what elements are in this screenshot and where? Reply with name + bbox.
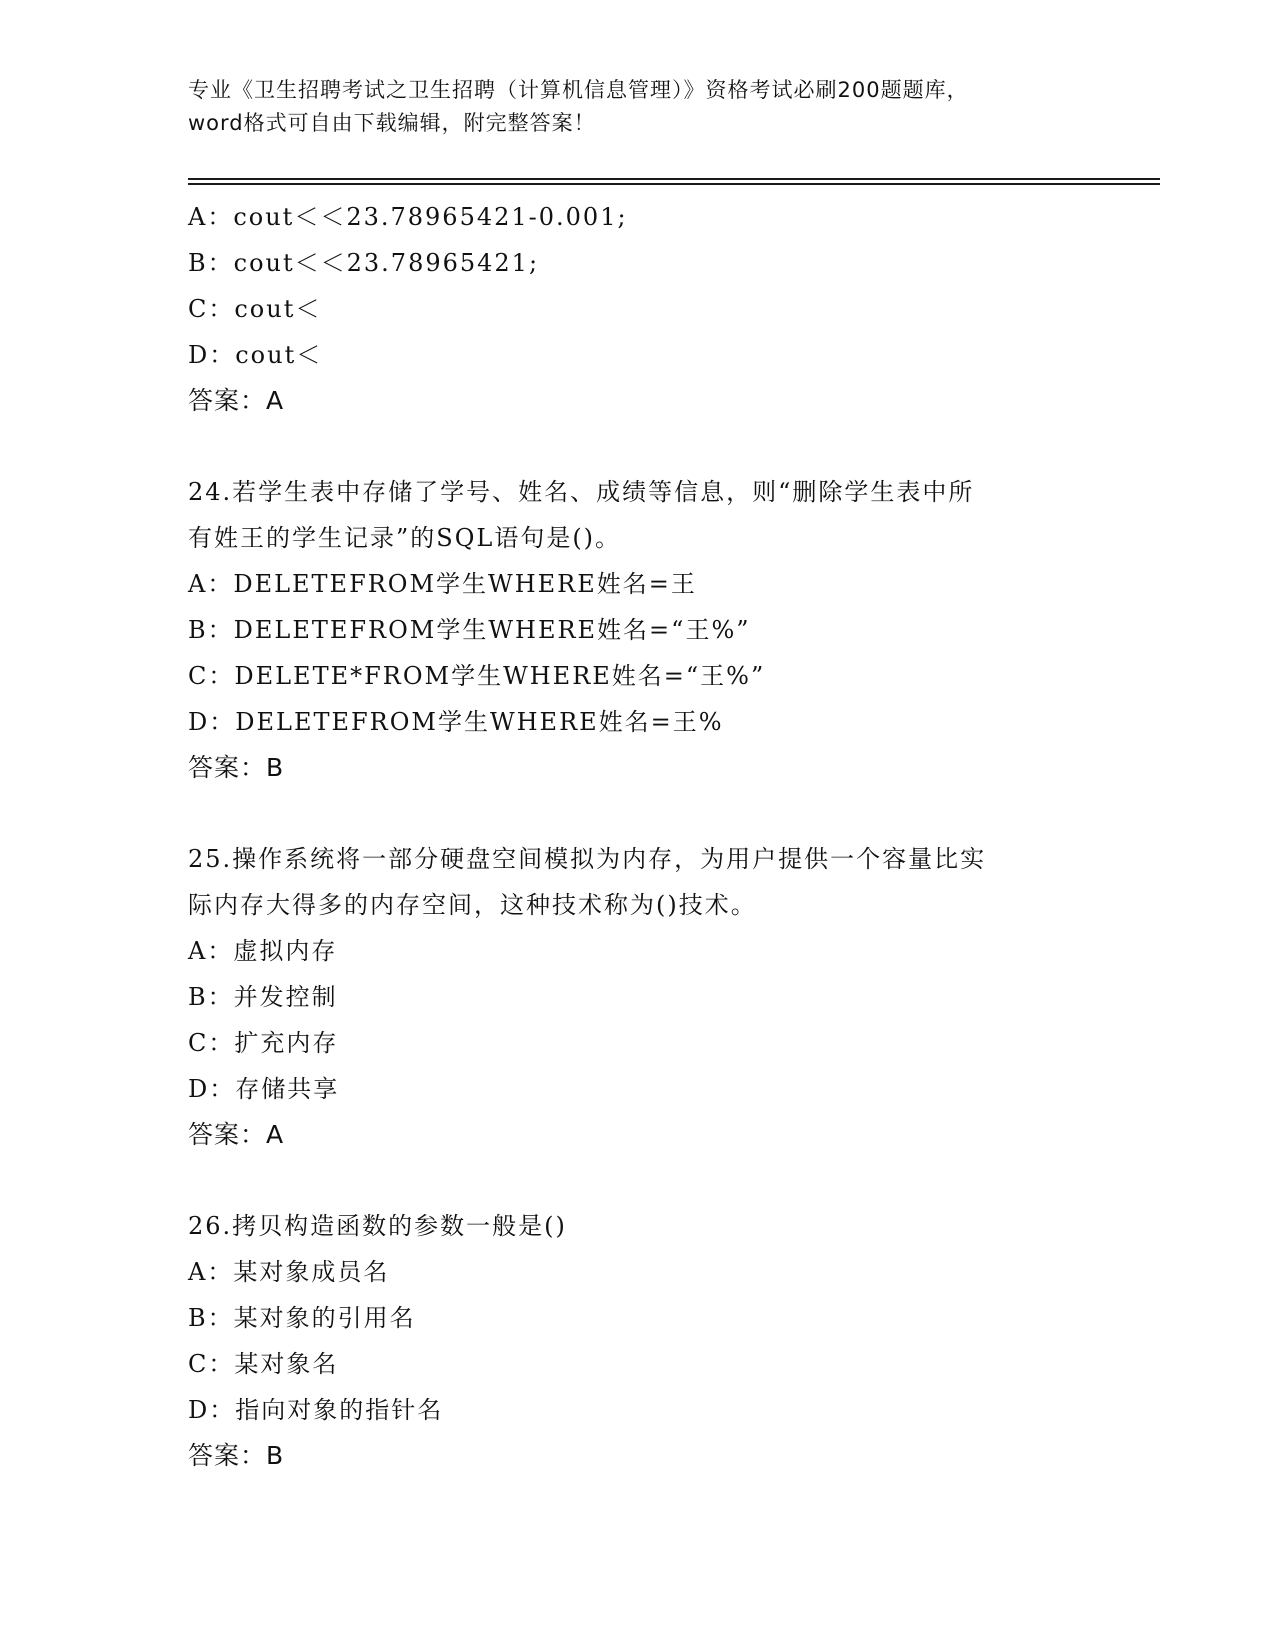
answer: 答案：B <box>188 1441 285 1470</box>
answer: 答案：A <box>188 386 285 415</box>
question-25 <box>188 836 1128 1158</box>
option-a: A：虚拟内存 <box>188 937 338 965</box>
question-stem: 25.操作系统将一部分硬盘空间模拟为内存，为用户提供一个容量比实 <box>188 845 987 873</box>
header-title-line-1: 专业《卫生招聘考试之卫生招聘（计算机信息管理）》资格考试必刷200题题库， <box>188 78 969 102</box>
question-23 <box>188 194 1128 424</box>
header-divider-bottom <box>188 183 1160 185</box>
question-list <box>188 194 1128 1479</box>
question-26 <box>188 1203 1128 1479</box>
document-header <box>188 74 1088 140</box>
question-spacer <box>188 424 1128 469</box>
option-c: C：DELETE*FROM学生WHERE姓名=“王%” <box>188 662 766 690</box>
question-spacer <box>188 791 1128 836</box>
option-a: A：某对象成员名 <box>188 1258 390 1286</box>
option-d: D：指向对象的指针名 <box>188 1396 444 1424</box>
option-b: B：cout＜＜23.78965421; <box>188 249 540 277</box>
option-b: B：并发控制 <box>188 983 338 1011</box>
question-stem: 24.若学生表中存储了学号、姓名、成绩等信息，则“删除学生表中所 <box>188 478 975 506</box>
question-spacer <box>188 1158 1128 1203</box>
option-b: B：某对象的引用名 <box>188 1304 416 1332</box>
option-d: D：cout＜ <box>188 341 323 369</box>
question-24 <box>188 469 1128 791</box>
question-stem: 际内存大得多的内存空间，这种技术称为()技术。 <box>188 891 757 919</box>
answer: 答案：A <box>188 1120 285 1149</box>
option-c: C：cout＜ <box>188 295 322 323</box>
option-d: D：DELETEFROM学生WHERE姓名=王% <box>188 708 724 736</box>
option-a: A：cout＜＜23.78965421-0.001; <box>188 203 628 231</box>
answer: 答案：B <box>188 753 285 782</box>
option-c: C：扩充内存 <box>188 1029 339 1057</box>
question-stem: 26.拷贝构造函数的参数一般是() <box>188 1212 567 1240</box>
option-d: D：存储共享 <box>188 1075 340 1103</box>
option-c: C：某对象名 <box>188 1350 339 1378</box>
option-a: A：DELETEFROM学生WHERE姓名=王 <box>188 570 697 598</box>
option-b: B：DELETEFROM学生WHERE姓名=“王%” <box>188 616 751 644</box>
header-divider-top <box>188 178 1160 180</box>
header-title-line-2: word格式可自由下载编辑，附完整答案！ <box>188 111 596 135</box>
question-stem: 有姓王的学生记录”的SQL语句是()。 <box>188 524 622 552</box>
